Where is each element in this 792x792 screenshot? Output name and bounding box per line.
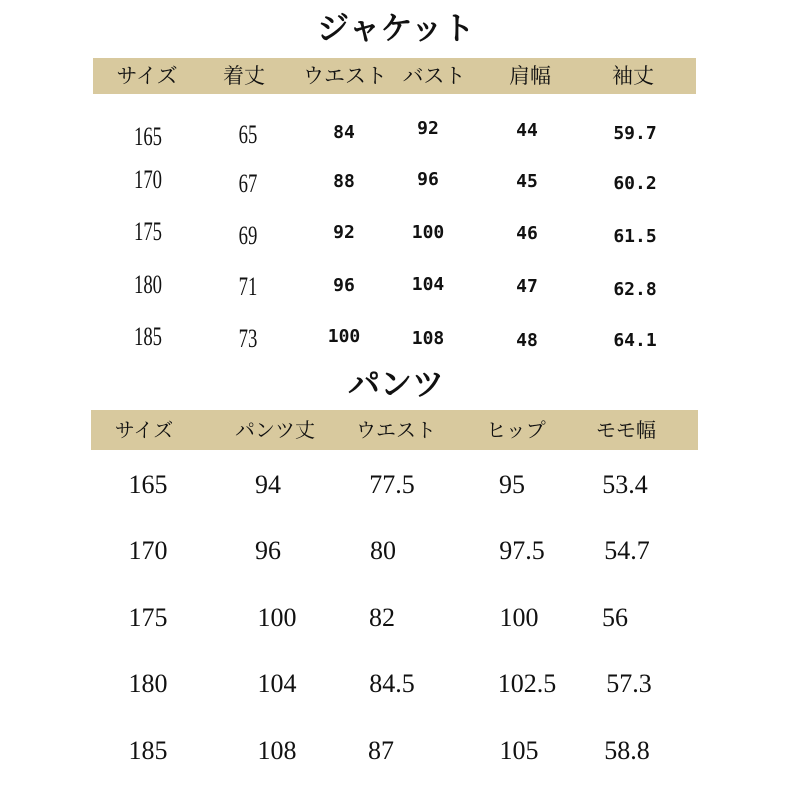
table-cell: 82	[369, 603, 395, 632]
jacket-header-band	[93, 58, 696, 94]
table-cell: 69	[238, 221, 258, 250]
table-row	[0, 470, 792, 510]
table-cell: 58.8	[604, 736, 650, 765]
table-cell: 47	[516, 276, 538, 297]
pants-header-thigh: モモ幅	[596, 418, 656, 442]
table-cell: 87	[368, 736, 394, 765]
table-cell: 88	[333, 171, 355, 192]
jacket-header-sleeve: 袖丈	[612, 64, 654, 88]
pants-header-size: サイズ	[114, 418, 174, 442]
table-cell: 92	[333, 222, 355, 243]
table-cell: 100	[499, 603, 539, 632]
table-cell: 180	[133, 270, 163, 299]
table-cell: 46	[516, 223, 538, 244]
table-cell: 92	[417, 118, 439, 139]
table-row	[0, 118, 792, 158]
jacket-header-length: 着丈	[223, 64, 265, 88]
table-cell: 100	[327, 326, 361, 347]
table-cell: 64.1	[613, 330, 657, 351]
jacket-header-bust: バスト	[402, 64, 466, 88]
table-row	[0, 270, 792, 310]
table-cell: 175	[133, 217, 163, 246]
table-row	[0, 603, 792, 643]
table-row	[0, 536, 792, 576]
table-cell: 60.2	[613, 173, 657, 194]
pants-header-band	[91, 410, 698, 450]
table-cell: 59.7	[613, 123, 657, 144]
table-cell: 96	[255, 536, 281, 565]
table-cell: 104	[411, 274, 445, 295]
table-cell: 170	[133, 165, 163, 194]
table-row	[0, 322, 792, 362]
table-cell: 48	[516, 330, 538, 351]
table-cell: 185	[128, 736, 168, 765]
table-row	[0, 165, 792, 205]
table-cell: 71	[238, 272, 258, 301]
table-cell: 105	[499, 736, 539, 765]
pants-header-inseam: パンツ丈	[235, 418, 315, 442]
table-cell: 100	[411, 222, 445, 243]
table-cell: 73	[238, 324, 258, 353]
table-cell: 96	[333, 275, 355, 296]
table-cell: 97.5	[499, 536, 545, 565]
table-cell: 170	[128, 536, 168, 565]
table-cell: 61.5	[613, 226, 657, 247]
table-cell: 67	[238, 169, 258, 198]
table-cell: 95	[499, 470, 525, 499]
table-cell: 100	[257, 603, 297, 632]
table-cell: 180	[128, 669, 168, 698]
table-cell: 80	[370, 536, 396, 565]
table-cell: 84.5	[369, 669, 415, 698]
table-cell: 57.3	[606, 669, 652, 698]
table-cell: 44	[516, 120, 538, 141]
table-cell: 62.8	[613, 279, 657, 300]
table-cell: 102.5	[497, 669, 557, 698]
table-cell: 45	[516, 171, 538, 192]
pants-header-waist: ウエスト	[356, 418, 436, 442]
table-cell: 185	[133, 322, 163, 351]
table-cell: 108	[411, 328, 445, 349]
pants-header-hip: ヒップ	[486, 418, 546, 442]
table-row	[0, 669, 792, 709]
table-cell: 54.7	[604, 536, 650, 565]
table-cell: 65	[238, 120, 258, 149]
table-row	[0, 736, 792, 776]
table-row	[0, 217, 792, 257]
pants-title: パンツ	[347, 365, 444, 403]
table-cell: 53.4	[602, 470, 648, 499]
jacket-header-waist: ウエスト	[303, 64, 387, 88]
jacket-header-size: サイズ	[116, 64, 178, 88]
jacket-header-shoulder: 肩幅	[509, 64, 551, 88]
table-cell: 175	[128, 603, 168, 632]
table-cell: 56	[602, 603, 628, 632]
table-cell: 77.5	[369, 470, 415, 499]
table-cell: 94	[255, 470, 281, 499]
table-cell: 108	[257, 736, 297, 765]
table-cell: 84	[333, 122, 355, 143]
table-cell: 96	[417, 169, 439, 190]
table-cell: 165	[128, 470, 168, 499]
table-cell: 104	[257, 669, 297, 698]
jacket-title: ジャケット	[317, 9, 475, 47]
table-cell: 165	[133, 122, 163, 151]
